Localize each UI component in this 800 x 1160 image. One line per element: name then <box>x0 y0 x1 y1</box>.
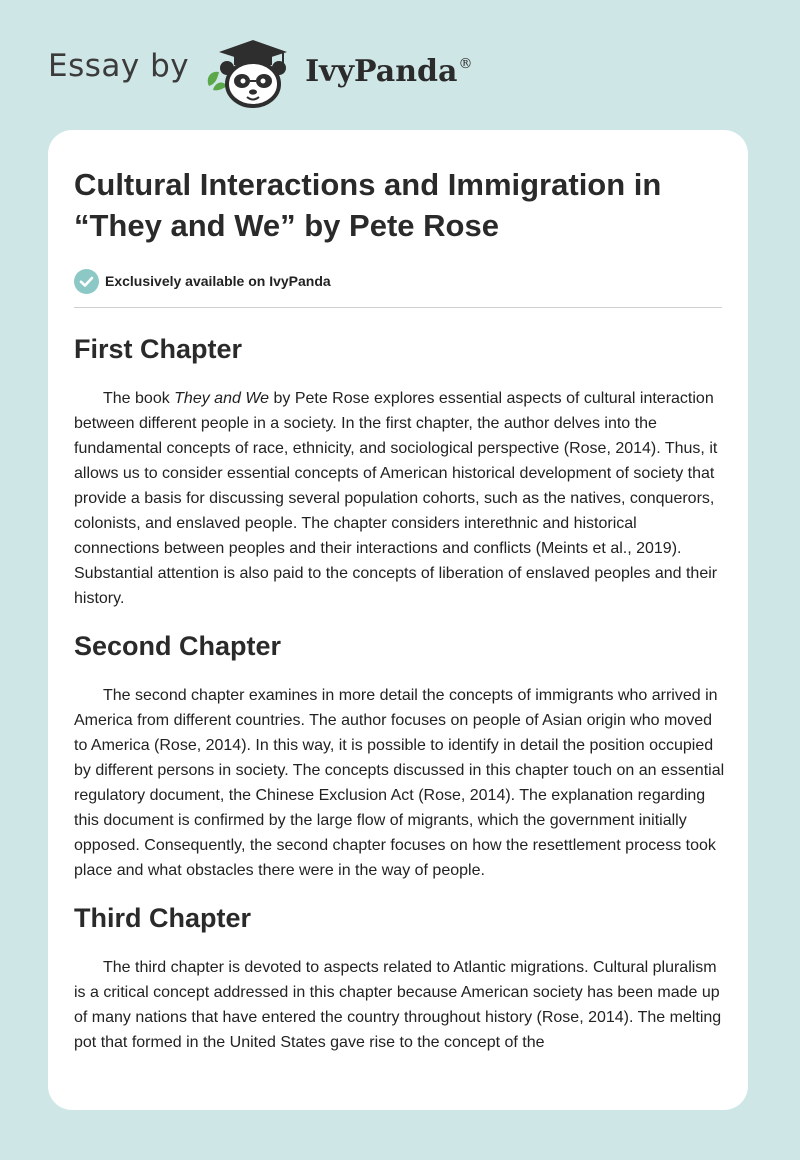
section-paragraph: The second chapter examines in more detail the concepts of immigrants who arrived in America from different countries. The author focuses on people of Asian origin who moved to America (Rose, 2014). In this way, it is possible to identify in detail the position occupied by different persons in society. The concepts discussed in this chapter touch on an essential regulatory document, the Chinese Exclusion Act (Rose, 2014). The explanation regarding this document is confirmed by the large flow of migrants, which the government initially opposed. Consequently, the second chapter focuses on how the resettlement process took place and what obstacles there were in the way of people. <box>74 687 725 879</box>
section-first-chapter <box>74 332 722 611</box>
essay-title-line-1: Cultural Interactions and Immigration in <box>74 167 662 202</box>
exclusive-badge <box>74 268 722 294</box>
essay-card <box>48 130 748 1110</box>
brand-name: IvyPanda <box>305 53 458 89</box>
paragraph-text-start: The book <box>103 390 175 407</box>
section-heading: Second Chapter <box>74 631 282 661</box>
section-third-chapter <box>74 901 722 1055</box>
title-divider <box>74 307 722 308</box>
section-second-chapter <box>74 629 725 883</box>
brand-logo-text[interactable] <box>305 54 472 89</box>
section-paragraph: The third chapter is devoted to aspects related to Atlantic migrations. Cultural pluralism is a critical concept addressed in this chapter because American society has been made up of many nations that have entered the country throughout history (Rose, 2014). The melting pot that formed in the United States gave rise to the concept of the <box>74 959 722 1051</box>
site-header <box>48 30 748 110</box>
essay-title-line-2: “They and We” by Pete Rose <box>74 208 499 243</box>
check-circle-icon <box>74 269 99 294</box>
paragraph-text-rest: by Pete Rose explores essential aspects of cultural interaction between different people in a society. In the first chapter, the author delves into the fundamental concepts of race, ethnicity, and sociological perspective (Rose, 2014). Thus, it allows us to consider essential concepts of American historical development of society that provide a basis for discussing several population cohorts, such as the natives, conquerors, colonists, and enslaved people. The chapter considers interethnic and historical connections between peoples and their interactions and conflicts (Meints et al., 2019). Substantial attention is also paid to the concepts of liberation of enslaved peoples and their history. <box>74 390 718 607</box>
registered-mark: ® <box>458 55 473 72</box>
book-title-italic: They and We <box>174 390 270 407</box>
essay-by-label: Essay by <box>48 48 190 84</box>
section-heading: First Chapter <box>74 334 243 364</box>
section-paragraph <box>74 386 726 611</box>
panda-graduate-icon[interactable] <box>203 30 299 110</box>
exclusive-label: Exclusively available on IvyPanda <box>105 273 331 289</box>
section-heading: Third Chapter <box>74 903 252 933</box>
essay-title <box>74 164 722 246</box>
